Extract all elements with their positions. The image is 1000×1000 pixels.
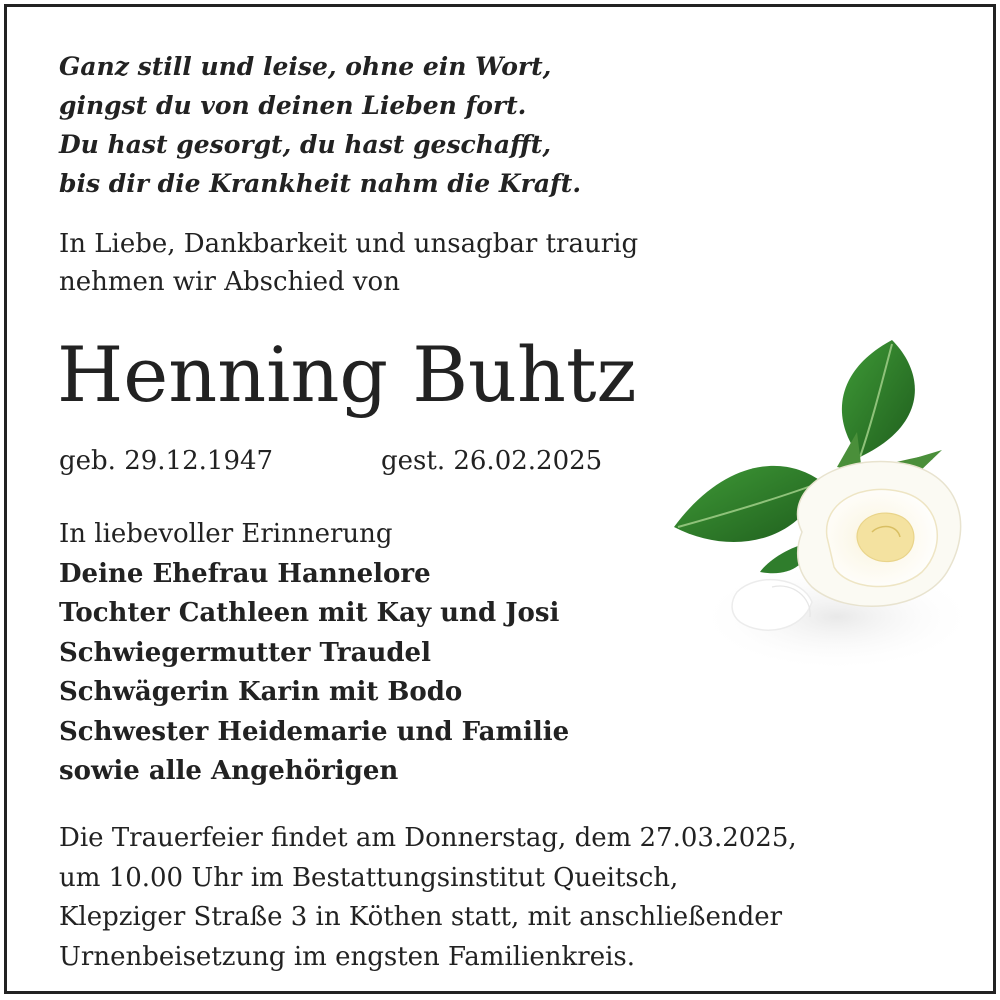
poem-line: gingst du von deinen Lieben fort.: [59, 91, 527, 120]
death-date: gest. 26.02.2025: [381, 446, 603, 476]
mourner: Tochter Cathleen mit Kay und Josi: [59, 598, 560, 628]
mourners-list: [59, 515, 569, 792]
mourners-lead: In liebevoller Erinnerung: [59, 519, 393, 549]
mourner: sowie alle Angehörigen: [59, 756, 399, 786]
ceremony-info: [59, 819, 797, 977]
birth-date: geb. 29.12.1947: [59, 446, 274, 476]
intro-line: In Liebe, Dankbarkeit und unsagbar traurig: [59, 229, 639, 259]
ceremony-line: um 10.00 Uhr im Bestattungsinstitut Queitsch,: [59, 862, 679, 893]
ceremony-line: Urnenbeisetzung im engsten Familienkreis.: [59, 941, 636, 972]
mourner: Schwägerin Karin mit Bodo: [59, 677, 463, 707]
mourner: Schwiegermutter Traudel: [59, 637, 431, 668]
rose-petal-inner: [857, 513, 914, 561]
obituary-notice: [4, 4, 996, 994]
deceased-name: Henning Buhtz: [57, 330, 637, 419]
poem: [59, 47, 581, 203]
mourner: Deine Ehefrau Hannelore: [59, 558, 431, 589]
poem-line: bis dir die Krankheit nahm die Kraft.: [59, 169, 582, 198]
intro-line: nehmen wir Abschied von: [59, 267, 400, 297]
white-rose-icon: [662, 332, 982, 682]
ceremony-line: Klepziger Straße 3 in Köthen statt, mit anschließender: [59, 902, 783, 932]
poem-line: Du hast gesorgt, du hast geschafft,: [59, 130, 552, 159]
intro-text: [59, 225, 638, 301]
poem-line: Ganz still und leise, ohne ein Wort,: [59, 52, 552, 81]
mourner: Schwester Heidemarie und Familie: [59, 716, 570, 747]
ceremony-line: Die Trauerfeier findet am Donnerstag, dem 27.03.2025,: [59, 823, 797, 853]
life-dates: [59, 441, 603, 481]
